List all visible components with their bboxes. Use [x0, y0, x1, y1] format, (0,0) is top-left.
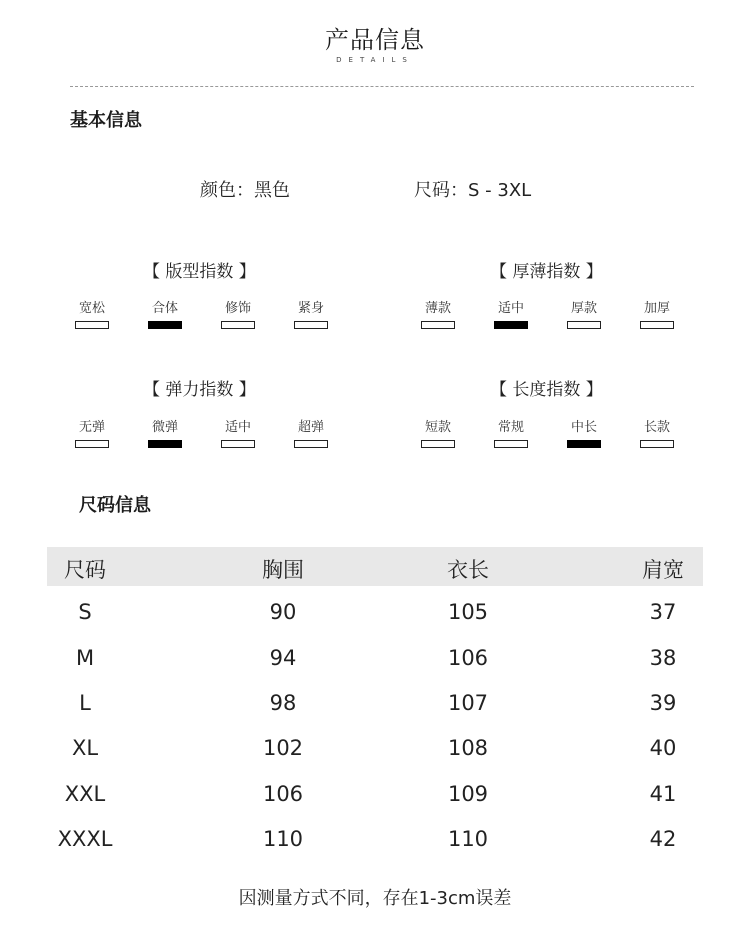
option-bar — [494, 440, 528, 448]
table-cell: 108 — [447, 736, 489, 760]
thickness-option — [637, 300, 677, 329]
length-index-title: 【 长度指数 】 — [490, 380, 603, 400]
option-bar — [494, 321, 528, 329]
option-bar — [567, 440, 601, 448]
page-subtitle: DETAILS — [336, 56, 414, 64]
option-label: 合体 — [151, 301, 178, 316]
size-table-header-bg — [47, 547, 703, 586]
table-header-length: 衣长 — [447, 558, 489, 582]
fit-option — [72, 300, 112, 329]
option-bar — [421, 321, 455, 329]
option-bar — [221, 440, 255, 448]
option-label: 适中 — [497, 301, 524, 316]
elasticity-index-title: 【 弹力指数 】 — [143, 380, 256, 400]
thickness-index-title: 【 厚薄指数 】 — [490, 262, 603, 282]
table-cell: M — [75, 646, 95, 670]
table-cell: XL — [71, 736, 99, 760]
table-cell: 39 — [649, 691, 677, 715]
basic-info-title: 基本信息 — [70, 110, 142, 131]
table-cell: 40 — [649, 736, 677, 760]
table-cell: 106 — [262, 782, 304, 806]
dashed-divider — [70, 86, 694, 87]
table-cell: 37 — [649, 600, 677, 624]
thickness-index-group — [418, 300, 710, 350]
table-cell: 105 — [447, 600, 489, 624]
length-option — [637, 419, 677, 448]
table-cell: 106 — [447, 646, 489, 670]
option-bar — [148, 321, 182, 329]
table-cell: 110 — [262, 827, 304, 851]
table-cell: L — [79, 691, 91, 715]
option-bar — [294, 321, 328, 329]
option-label: 紧身 — [297, 301, 324, 316]
option-bar — [221, 321, 255, 329]
option-label: 薄款 — [424, 301, 451, 316]
elasticity-option — [72, 419, 112, 448]
measurement-note: 因测量方式不同，存在1-3cm误差 — [238, 888, 512, 909]
table-header-size: 尺码 — [64, 558, 106, 582]
option-bar — [75, 440, 109, 448]
table-header-shoulder: 肩宽 — [642, 558, 684, 582]
table-cell: 109 — [447, 782, 489, 806]
table-cell: 94 — [269, 646, 297, 670]
color-info: 颜色：黑色 — [200, 180, 290, 201]
fit-option — [218, 300, 258, 329]
option-bar — [75, 321, 109, 329]
length-option — [418, 419, 458, 448]
option-label: 长款 — [643, 420, 670, 435]
table-cell: 90 — [269, 600, 297, 624]
option-bar — [640, 440, 674, 448]
option-label: 修饰 — [224, 301, 251, 316]
thickness-option — [564, 300, 604, 329]
option-bar — [294, 440, 328, 448]
elasticity-option — [145, 419, 185, 448]
table-cell: 42 — [649, 827, 677, 851]
length-option — [491, 419, 531, 448]
option-label: 中长 — [570, 420, 597, 435]
size-range-info: 尺码：S - 3XL — [414, 180, 532, 201]
table-cell: XXXL — [57, 827, 113, 851]
option-label: 微弹 — [151, 420, 178, 435]
option-bar — [148, 440, 182, 448]
length-option — [564, 419, 604, 448]
fit-index-title: 【 版型指数 】 — [143, 262, 256, 282]
option-bar — [640, 321, 674, 329]
option-label: 短款 — [424, 420, 451, 435]
option-label: 超弹 — [297, 420, 324, 435]
table-header-chest: 胸围 — [262, 558, 304, 582]
fit-option — [145, 300, 185, 329]
option-label: 厚款 — [570, 301, 597, 316]
option-label: 无弹 — [78, 420, 105, 435]
table-cell: S — [78, 600, 92, 624]
length-index-group — [418, 419, 710, 469]
elasticity-option — [291, 419, 331, 448]
table-cell: 102 — [262, 736, 304, 760]
fit-index-group — [72, 300, 364, 350]
page-title: 产品信息 — [325, 26, 425, 54]
fit-option — [291, 300, 331, 329]
option-label: 适中 — [224, 420, 251, 435]
table-cell: XXL — [64, 782, 106, 806]
thickness-option — [491, 300, 531, 329]
table-cell: 38 — [649, 646, 677, 670]
option-label: 加厚 — [643, 301, 670, 316]
table-cell: 110 — [447, 827, 489, 851]
elasticity-option — [218, 419, 258, 448]
table-cell: 41 — [649, 782, 677, 806]
option-bar — [421, 440, 455, 448]
table-cell: 98 — [269, 691, 297, 715]
table-cell: 107 — [447, 691, 489, 715]
elasticity-index-group — [72, 419, 364, 469]
option-label: 宽松 — [78, 301, 105, 316]
option-bar — [567, 321, 601, 329]
thickness-option — [418, 300, 458, 329]
size-info-title: 尺码信息 — [79, 495, 151, 516]
option-label: 常规 — [497, 420, 524, 435]
